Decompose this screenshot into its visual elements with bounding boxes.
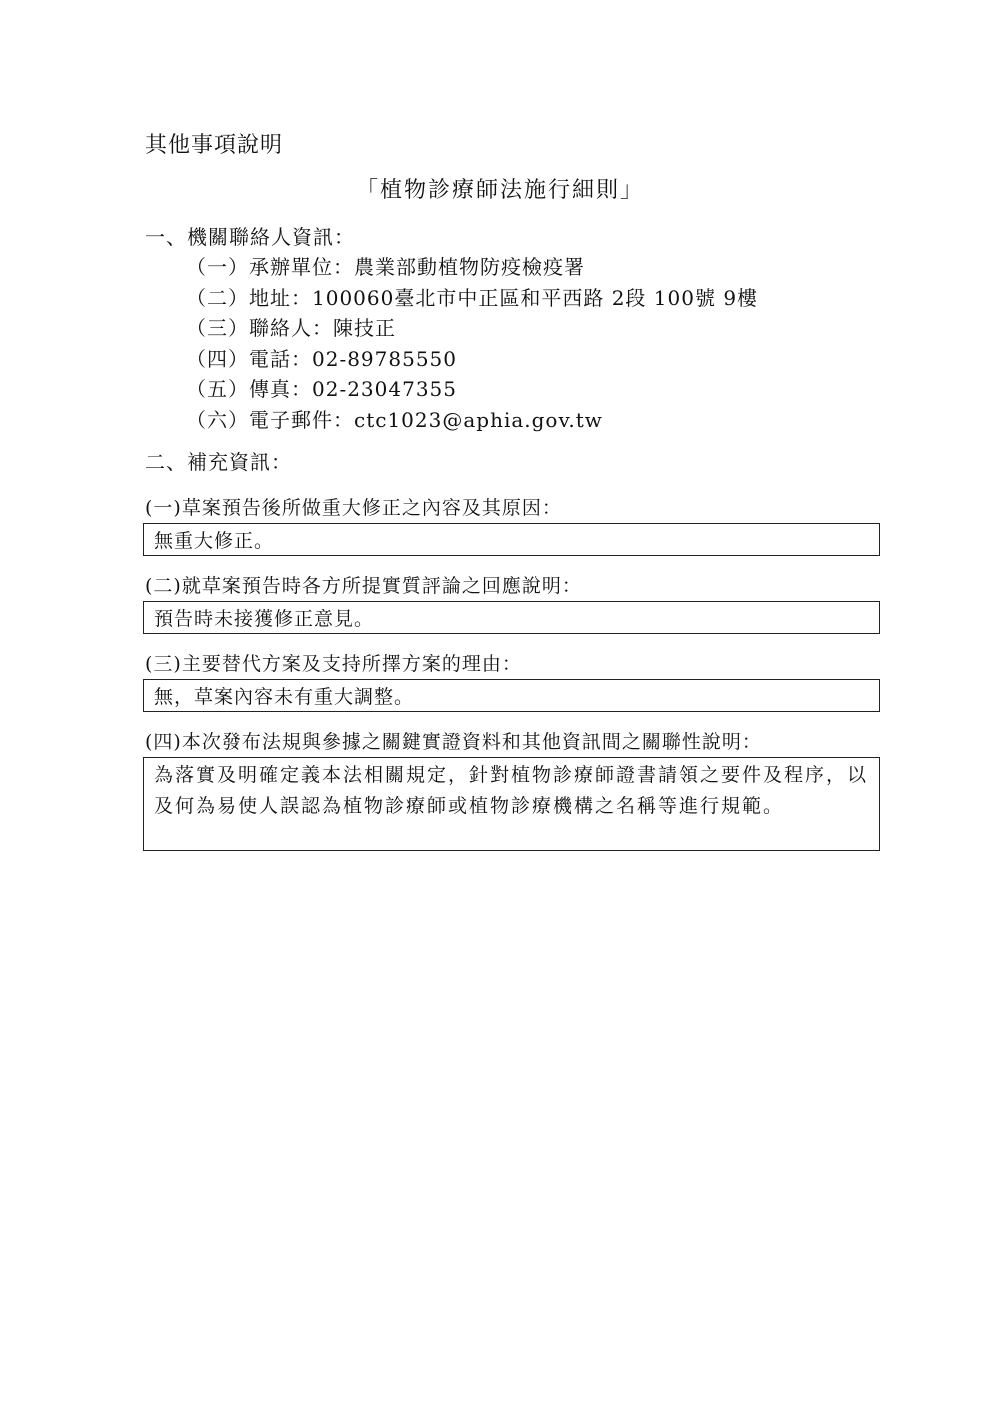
contact-fax: （五）傳真：02-23047355 <box>186 377 458 401</box>
section-supplement-heading: 二、補充資訊： <box>145 450 292 474</box>
question-4-answer: 為落實及明確定義本法相關規定，針對植物診療師證書請領之要件及程序，以及何為易使人誤認為植物診療師或植物診療機構之名稱等進行規範。 <box>143 757 880 851</box>
question-3-label: (三)主要替代方案及支持所擇方案的理由： <box>145 653 522 675</box>
contact-info-list <box>186 252 758 435</box>
question-2-label: (二)就草案預告時各方所提實質評論之回應說明： <box>145 575 582 597</box>
contact-person: （三）聯絡人：陳技正 <box>186 316 396 340</box>
regulation-title: 「植物診療師法施行細則」 <box>355 178 644 203</box>
contact-email: （六）電子郵件：ctc1023@aphia.gov.tw <box>186 407 603 432</box>
question-3-answer: 無，草案內容未有重大調整。 <box>143 679 880 712</box>
contact-phone: （四）電話：02-89785550 <box>186 346 458 371</box>
section-contact-heading: 一、機關聯絡人資訊： <box>145 225 355 249</box>
question-4-label: (四)本次發布法規與參據之關鍵實證資料和其他資訊間之關聯性說明： <box>145 731 762 753</box>
contact-address: （二）地址：100060臺北市中正區和平西路 2段 100號 9樓 <box>186 285 759 310</box>
question-1-label: (一)草案預告後所做重大修正之內容及其原因： <box>145 497 562 519</box>
page-heading: 其他事項說明 <box>145 133 284 158</box>
question-2-answer: 預告時未接獲修正意見。 <box>143 601 880 634</box>
contact-unit: （一）承辦單位：農業部動植物防疫檢疫署 <box>186 255 585 279</box>
question-1-answer: 無重大修正。 <box>143 523 880 556</box>
